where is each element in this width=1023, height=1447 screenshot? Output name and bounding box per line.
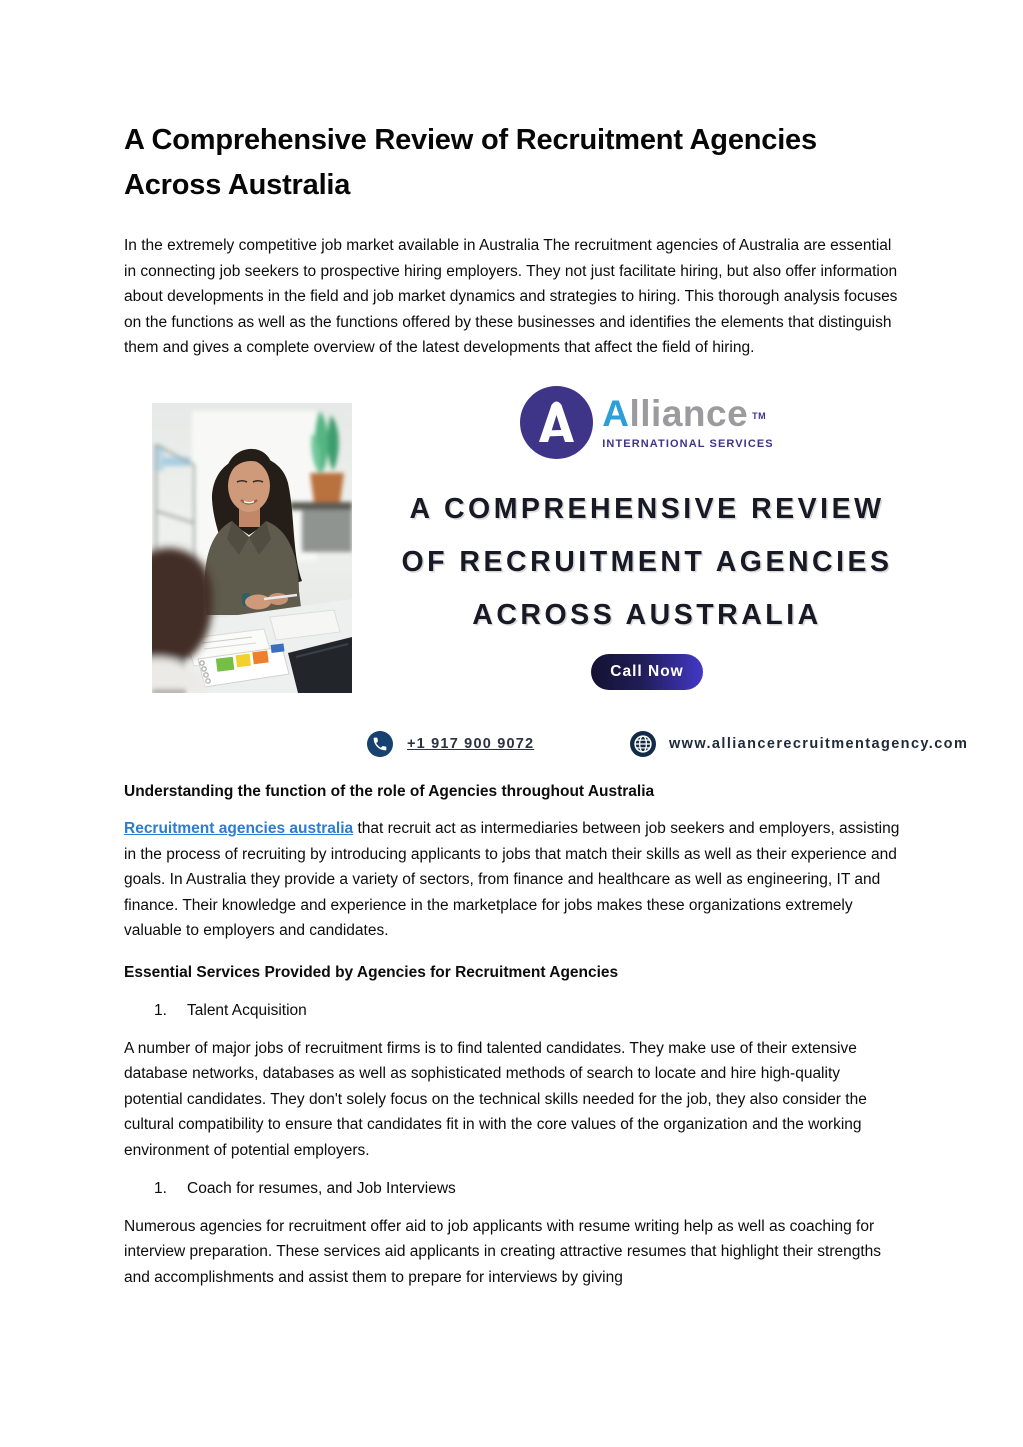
- website-contact: [630, 731, 968, 757]
- page-content: [124, 0, 969, 1290]
- banner-contact-row: [124, 731, 969, 761]
- call-now-button[interactable]: Call Now: [591, 654, 703, 690]
- banner-right-column: [392, 381, 902, 690]
- list-item-coach-resumes: [124, 1176, 902, 1202]
- phone-icon: [367, 731, 393, 757]
- globe-icon: [630, 731, 656, 757]
- section1-heading: Understanding the function of the role of Agencies throughout Australia: [124, 782, 655, 800]
- list-number: 1.: [154, 1002, 167, 1019]
- alliance-logo-text: [602, 392, 774, 450]
- section2-heading: Essential Services Provided by Agencies for Recruitment Agencies: [124, 963, 619, 981]
- banner-headline-line3: ACROSS AUSTRALIA: [472, 598, 822, 631]
- alliance-logo-mark-icon: [520, 386, 593, 459]
- website-text[interactable]: www.alliancerecruitmentagency.com: [669, 735, 969, 752]
- alliance-logo: [520, 386, 774, 459]
- banner-headline: [401, 483, 892, 642]
- alliance-brand-name: [602, 392, 774, 435]
- intro-paragraph: In the extremely competitive job market available in Australia The recruitment agencies of Australia are essential in connecting job seekers to prospective hiring employers. They not just facilitate hiring, but also offer information about developments in the field and job market dynamics and strategies to hiring. This thorough analysis focuses on the functions as well as the functions offered by these businesses and identifies the elements that distinguish them and gives a complete overview of the latest developments that affect the field of hiring.: [124, 237, 898, 356]
- section1-paragraph-text: that recruit act as intermediaries between job seekers and employers, assisting in the process of recruiting by introducing applicants to jobs that match their skills as well as their experience and goals. In Australia they provide a variety of sectors, from finance and healthcare as well as engineering, IT and finance. Their knowledge and experience in the marketplace for jobs makes these organizations extremely valuable to employers and candidates.: [124, 820, 900, 939]
- recruitment-agencies-link[interactable]: Recruitment agencies australia: [124, 820, 354, 837]
- phone-number-link[interactable]: +1 917 900 9072: [407, 735, 535, 752]
- list-item-label: Talent Acquisition: [187, 1002, 307, 1019]
- section2-paragraph1: A number of major jobs of recruitment firms is to find talented candidates. They make use of their extensive database networks, databases as well as sophisticated methods of search to locate and hire high-quality potential candidates. They don't solely focus on the technical skills needed for the job, they also consider the cultural compatibility to ensure that candidates fit in with the core values of the organization and the working environment of potential employers.: [124, 1039, 867, 1159]
- page-title: A Comprehensive Review of Recruitment Agencies Across Australia: [124, 124, 817, 201]
- promo-banner: [124, 381, 969, 763]
- section1-paragraph: [124, 816, 902, 944]
- interview-photo: [152, 403, 352, 693]
- trademark-symbol: TM: [752, 410, 767, 421]
- section2-paragraph2: Numerous agencies for recruitment offer aid to job applicants with resume writing help as well as coaching for interview preparation. These services aid applicants in creating attractive resumes that highlight their strengths and accomplishments and assist them to prepare for interviews by giving: [124, 1217, 882, 1286]
- interview-photo-illustration: [152, 403, 352, 693]
- phone-contact: [367, 731, 534, 757]
- list-item-talent-acquisition: [124, 998, 902, 1024]
- brand-first-letter: A: [602, 392, 630, 434]
- brand-rest: lliance: [629, 392, 749, 434]
- banner-headline-line2: OF RECRUITMENT AGENCIES: [401, 545, 893, 578]
- brand-subtitle: INTERNATIONAL SERVICES: [602, 437, 774, 450]
- list-item-label: Coach for resumes, and Job Interviews: [187, 1180, 456, 1197]
- list-number: 1.: [154, 1180, 167, 1197]
- banner-headline-line1: A COMPREHENSIVE REVIEW: [409, 492, 885, 525]
